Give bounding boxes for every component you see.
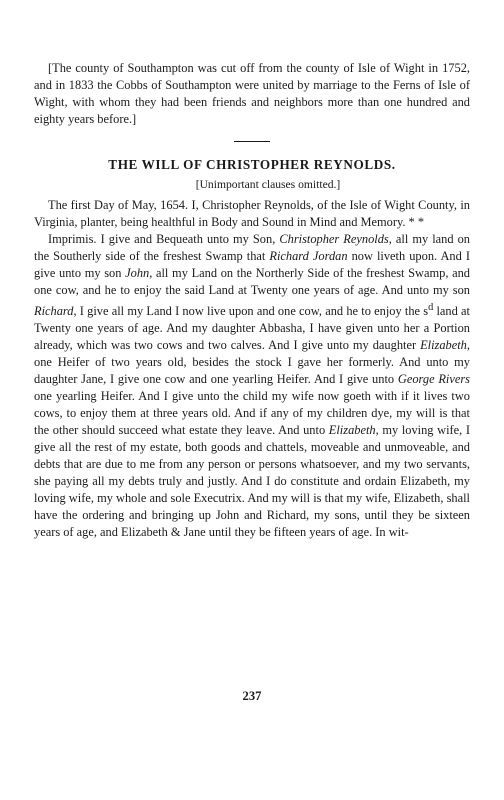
text-run: , my loving wife, I give all the rest of my estate, both goods and chattels, moveable and unmoveable, and debts that are due to me from any person or persons whatsoever, and my two servants, she paying all my debts truly and justly. And I do constitute and ordain Elizabeth, my loving wife, my whole and sole Executrix. And my will is that my wife, Elizabeth, shall have the ordering and bringing up John and Richard, my sons, until they be sixteen years of age, and Elizabeth & Jane until they be fifteen years of age. In wit-	[34, 423, 471, 540]
will-paragraph-1: The first Day of May, 1654. I, Christopher Reynolds, of the Isle of Wight County, in Virginia, planter, being healthful in Body and Sound in Mind and Memory. * *	[34, 198, 470, 229]
italic-name: Richard	[34, 304, 74, 319]
text-run: Imprimis. I give and Bequeath unto my Son,	[48, 232, 280, 246]
editorial-note	[34, 60, 470, 128]
italic-name: Elizabeth	[328, 423, 376, 438]
italic-name: Richard Jordan	[269, 249, 348, 263]
text-run: , all my land on the Southerly side of the freshest Swamp that	[34, 232, 470, 263]
page-number: 237	[242, 689, 262, 703]
text-run: , all my Land on the Northerly Side of the freshest Swamp, and one cow, and he to enjoy the said Land at Twenty one years of age. And unto my son	[34, 266, 470, 297]
text-run: land at Twenty one years of age. And my daughter Abbasha, I have given unto her a Portion already, which was two cows and two calves. And I give unto my daughter	[34, 304, 470, 353]
editorial-note-text: [The county of Southampton was cut off from the county of Isle of Wight in 1752, and in 1833 the Cobbs of Southampton were united by marriage to the Ferns of Isle of Wight, with whom they had been friends and neighbors more than one hundred and eighty years before.]	[34, 61, 470, 126]
italic-name: George Rivers	[397, 372, 471, 387]
italic-name: Elizabeth	[420, 338, 467, 353]
text-run: , one Heifer of two years old, besides the stock I gave her formerly. And unto my daughter Jane, I give one cow and one yearling Heifer. And I give unto	[34, 338, 470, 387]
section-divider	[234, 141, 270, 142]
will-subtitle: [Unimportant clauses omitted.]	[195, 178, 341, 191]
text-run: now liveth upon. And I give unto my son	[34, 249, 470, 280]
superscript: d	[428, 302, 434, 313]
italic-name: Christopher Reynolds	[279, 232, 389, 246]
document-page	[34, 60, 470, 541]
text-run: , I give all my Land I now live upon and one cow, and he to enjoy the s	[73, 304, 429, 319]
italic-name: John	[125, 266, 150, 280]
will-title: THE WILL OF CHRISTOPHER REYNOLDS.	[108, 157, 396, 172]
text-run: one yearling Heifer. And I give unto the child my wife now goeth with if it lives two cows, to enjoy them at three years old. And if any of my children dye, my will is that the other should succeed what estate they leave. And unto	[34, 389, 470, 438]
will-paragraph-2	[34, 231, 470, 541]
